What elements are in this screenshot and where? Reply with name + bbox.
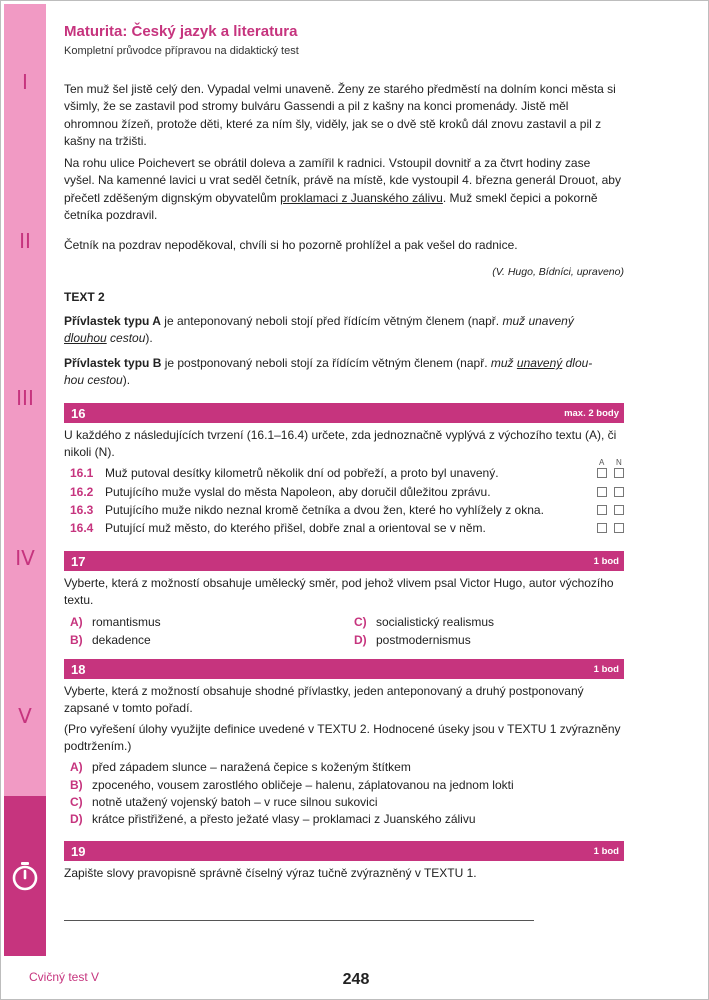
- checkbox-16-1-n[interactable]: [614, 468, 624, 478]
- checkbox-16-2-a[interactable]: [597, 487, 607, 497]
- stopwatch-icon: [11, 861, 39, 891]
- question-18-prompt: Vyberte, která z možností obsahuje shodné přívlastky, jeden anteponovaný a druhý postponovaný zapsané v tomto pořadí.: [64, 684, 584, 715]
- question-points: 1 bod: [593, 846, 619, 857]
- question-number: 18: [71, 662, 86, 677]
- text1-paragraph-2: Na rohu ulice Poichevert se obrátil doleva a zamířil k radnici. Vstoupil dovnitř a za čtvrt hodiny zase vyšel. Na kamenné lavici u vrat seděl četník, právě na místě, kde vystoupil 4. března generál Drouot, aby přečetl zděšeným dignským obyvatelům proklamaci z Juanského zálivu. Muž smekl čepici a pokorně četníka pozdravil.: [64, 156, 621, 223]
- option-17-c[interactable]: C) socialistický realismus: [354, 615, 495, 629]
- option-18-b[interactable]: B) zpoceného, vousem zarostlého obličeje – halenu, záplatovanou na jednom lokti: [70, 778, 514, 792]
- checkbox-16-1-a[interactable]: [597, 468, 607, 478]
- question-19-header: [64, 841, 624, 861]
- question-number: 19: [71, 844, 86, 859]
- checkbox-16-3-n[interactable]: [614, 505, 624, 515]
- question-number: 17: [71, 554, 86, 569]
- question-18-header: [64, 659, 624, 679]
- text2-definition-b: Přívlastek typu B je postponovaný neboli stojí za řídícím větným členem (např. muž unavený dlou- hou cestou).: [64, 356, 593, 388]
- text1-source: (V. Hugo, Bídníci, upraveno): [492, 266, 624, 278]
- page-number: 248: [342, 971, 370, 988]
- question-number: 16: [71, 406, 86, 421]
- statement-16-1: 16.1 Muž putoval desítky kilometrů několik dní od pobřeží, a proto byl unavený.: [70, 466, 499, 480]
- section-sidebar: [4, 4, 46, 956]
- checkbox-16-4-n[interactable]: [614, 523, 624, 533]
- option-18-d[interactable]: D) krátce přistřižené, a přesto ježaté vlasy – proklamaci z Juanského zálivu: [70, 812, 476, 826]
- book-title: Maturita: Český jazyk a literatura: [64, 23, 298, 40]
- column-a-label: A: [599, 458, 605, 467]
- section-marker-iv: IV: [15, 546, 35, 570]
- question-17-prompt: Vyberte, která z možností obsahuje umělecký směr, pod jehož vlivem psal Victor Hugo, autor výchozího textu.: [64, 576, 614, 607]
- question-19-prompt: Zapište slovy pravopisně správně číselný výraz tučně zvýrazněný v TEXTU 1.: [64, 866, 477, 880]
- underlined-phrase: proklamaci z Juanského zálivu: [280, 190, 443, 205]
- option-18-a[interactable]: A) před západem slunce – naražená čepice s koženým štítkem: [70, 760, 411, 774]
- question-17-header: [64, 551, 624, 571]
- question-18-note: (Pro vyřešení úlohy využijte definice uvedené v TEXTU 2. Hodnocené úseky jsou v TEXTU 1 zvýrazněny podtržením.): [64, 722, 621, 753]
- section-marker-v: V: [18, 704, 32, 728]
- text1-paragraph-1: Ten muž šel jistě celý den. Vypadal velmi unaveně. Ženy ze starého předměstí na dolním konci města si všimly, že se zastavil pod stromy bulváru Gassendi a pil z kašny na konci promenády. Jistě měl ohromnou žízeň, protože děti, které za ním šly, viděly, jak se o dvě stě kroků dál znovu zastavil a pil z kašny na tržišti.: [64, 82, 616, 149]
- option-17-a[interactable]: A) romantismus: [70, 615, 161, 629]
- statement-16-3: 16.3 Putujícího muže nikdo neznal kromě četníka a dvou žen, které ho vyhlížely z okna.: [70, 503, 544, 517]
- section-marker-iii: III: [16, 386, 34, 410]
- question-points: 1 bod: [593, 556, 619, 567]
- question-points: 1 bod: [593, 664, 619, 675]
- checkbox-16-3-a[interactable]: [597, 505, 607, 515]
- question-16-header: [64, 403, 624, 423]
- option-17-b[interactable]: B) dekadence: [70, 633, 151, 647]
- answer-line[interactable]: [64, 920, 534, 921]
- text2-definition-a: Přívlastek typu A je anteponovaný neboli stojí před řídícím větným členem (např. muž unavený dlouhou cestou).: [64, 314, 574, 346]
- section-marker-ii: II: [19, 229, 31, 253]
- text2-heading: TEXT 2: [64, 290, 105, 304]
- checkbox-16-4-a[interactable]: [597, 523, 607, 533]
- section-marker-i: I: [22, 70, 28, 94]
- question-points: max. 2 body: [564, 408, 619, 419]
- option-18-c[interactable]: C) notně utažený vojenský batoh – v ruce silnou sukovici: [70, 795, 378, 809]
- footer-test-name: Cvičný test V: [29, 970, 100, 984]
- option-17-d[interactable]: D) postmodernismus: [354, 633, 471, 647]
- statement-16-4: 16.4 Putující muž město, do kterého přišel, dobře znal a orientoval se v něm.: [70, 521, 486, 535]
- checkbox-16-2-n[interactable]: [614, 487, 624, 497]
- book-subtitle: Kompletní průvodce přípravou na didaktický test: [64, 45, 299, 57]
- column-n-label: N: [616, 458, 622, 467]
- question-16-prompt: U každého z následujících tvrzení (16.1–16.4) určete, zda jednoznačně vyplývá z výchozího textu (A), či nikoli (N).: [64, 428, 617, 459]
- statement-16-2: 16.2 Putujícího muže vyslal do města Napoleon, aby doručil důležitou zprávu.: [70, 485, 491, 499]
- text1-paragraph-3: Četník na pozdrav nepoděkoval, chvíli si ho pozorně prohlížel a pak vešel do radnice.: [64, 238, 518, 252]
